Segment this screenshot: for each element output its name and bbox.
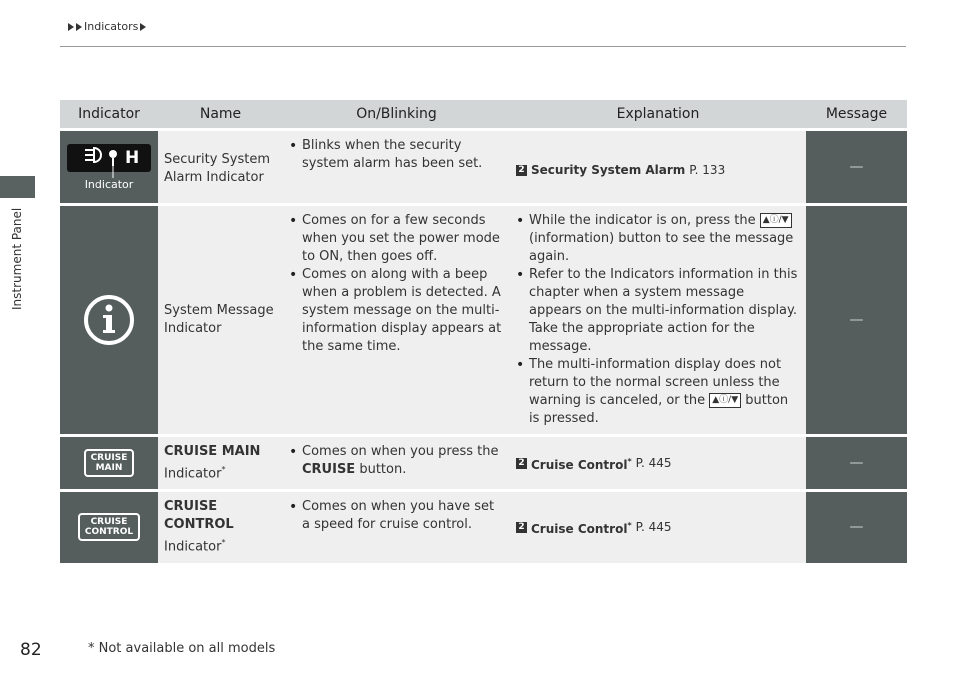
ref-page[interactable]: P. 445 <box>635 456 672 471</box>
icon-text: CONTROL <box>84 527 134 538</box>
name-cell <box>158 131 283 203</box>
indicator-table <box>60 97 907 566</box>
on-blinking-item: • Comes on when you have set a speed for cruise control. <box>289 498 504 534</box>
ref-title[interactable]: Security System Alarm <box>531 163 686 177</box>
cross-reference[interactable] <box>516 453 800 474</box>
explanation-cell <box>510 206 806 434</box>
table-row <box>60 492 907 562</box>
on-blinking-item: • Comes on for a few seconds when you set the power mode to ON, then goes off. <box>289 212 504 266</box>
on-blinking-cell <box>283 131 510 203</box>
page-number: 82 <box>20 640 42 660</box>
indicator-name: Security System Alarm Indicator <box>164 152 270 185</box>
name-cell <box>158 492 283 562</box>
table-header-row <box>60 100 907 128</box>
header-explanation: Explanation <box>510 100 806 128</box>
cruise-main-icon <box>84 449 135 477</box>
cross-reference[interactable] <box>516 161 800 179</box>
table-row <box>60 131 907 203</box>
section-side-label: Instrument Panel <box>10 207 24 310</box>
on-blinking-cell <box>283 437 510 489</box>
header-message: Message <box>806 100 907 128</box>
explanation-cell <box>510 492 806 562</box>
table-row <box>60 206 907 434</box>
indicator-icon-cell <box>60 492 158 562</box>
triangle-right-icon <box>68 23 74 31</box>
explanation-text: (information) button to see the message again. <box>529 231 794 264</box>
indicator-name-bold: CRUISE CONTROL <box>164 499 234 533</box>
header-indicator: Indicator <box>60 100 158 128</box>
indicator-name-bold: CRUISE MAIN <box>164 444 261 459</box>
triangle-right-icon <box>76 23 82 31</box>
breadcrumb-indicators[interactable]: Indicators <box>84 20 139 33</box>
info-button-icon: ▲ⓘ/▼ <box>760 213 792 228</box>
explanation-text: While the indicator is on, press the <box>529 213 756 228</box>
on-blinking-item: • Comes on along with a beep when a problem is detected. A system message on the multi-information display appears at the same time. <box>289 266 504 356</box>
indicator-name: System Message Indicator <box>164 303 274 336</box>
security-alarm-icon <box>63 140 155 180</box>
explanation-item <box>516 212 800 266</box>
breadcrumb <box>68 20 146 33</box>
name-cell <box>158 206 283 434</box>
on-blinking-cell <box>283 492 510 562</box>
cruise-control-icon <box>78 513 140 541</box>
explanation-text: button is pressed. <box>529 393 789 426</box>
icon-text: CRUISE <box>90 453 128 464</box>
message-cell: — <box>806 206 907 434</box>
on-blinking-cell <box>283 206 510 434</box>
ref-page[interactable]: P. 133 <box>689 163 726 177</box>
ref-page[interactable]: P. 445 <box>635 520 672 535</box>
header-name: Name <box>158 100 283 128</box>
indicator-icon-cell <box>60 206 158 434</box>
explanation-cell <box>510 437 806 489</box>
indicator-name-suffix: Indicator* <box>164 465 226 482</box>
explanation-cell <box>510 131 806 203</box>
icon-text: CRUISE <box>90 517 128 528</box>
name-cell <box>158 437 283 489</box>
svg-text:H: H <box>125 148 140 168</box>
reference-arrow-icon: 2 <box>516 458 527 469</box>
explanation-item: • Refer to the Indicators information in this chapter when a system message appears on the multi-information display. Take the appropriate action for the message. <box>516 266 800 356</box>
ref-title[interactable]: Cruise Control* <box>531 456 632 472</box>
cross-reference[interactable] <box>516 517 800 538</box>
indicator-icon-cell <box>60 437 158 489</box>
reference-arrow-icon: 2 <box>516 522 527 533</box>
icon-text: MAIN <box>95 463 123 474</box>
message-cell: — <box>806 131 907 203</box>
header-rule <box>60 46 906 47</box>
info-circle-icon <box>81 292 137 348</box>
on-blinking-item: • Blinks when the security system alarm has been set. <box>289 137 504 173</box>
header-on-blinking: On/Blinking <box>283 100 510 128</box>
indicator-icon-cell <box>60 131 158 203</box>
indicator-caption: Indicator <box>84 178 134 191</box>
message-cell: — <box>806 437 907 489</box>
explanation-item <box>516 356 800 428</box>
on-blinking-item: • Comes on when you press the CRUISE button. <box>289 443 504 479</box>
ref-title[interactable]: Cruise Control* <box>531 520 632 536</box>
indicator-name-suffix: Indicator* <box>164 538 226 555</box>
message-cell: — <box>806 492 907 562</box>
footnote: * Not available on all models <box>88 641 276 656</box>
reference-arrow-icon: 2 <box>516 165 527 176</box>
triangle-right-icon <box>140 23 146 31</box>
info-button-icon: ▲ⓘ/▼ <box>709 393 741 408</box>
table-row <box>60 437 907 489</box>
section-tab <box>0 176 35 198</box>
explanation-text: The multi-information display does not return to the normal screen unless the warning is canceled, or the <box>529 357 782 408</box>
